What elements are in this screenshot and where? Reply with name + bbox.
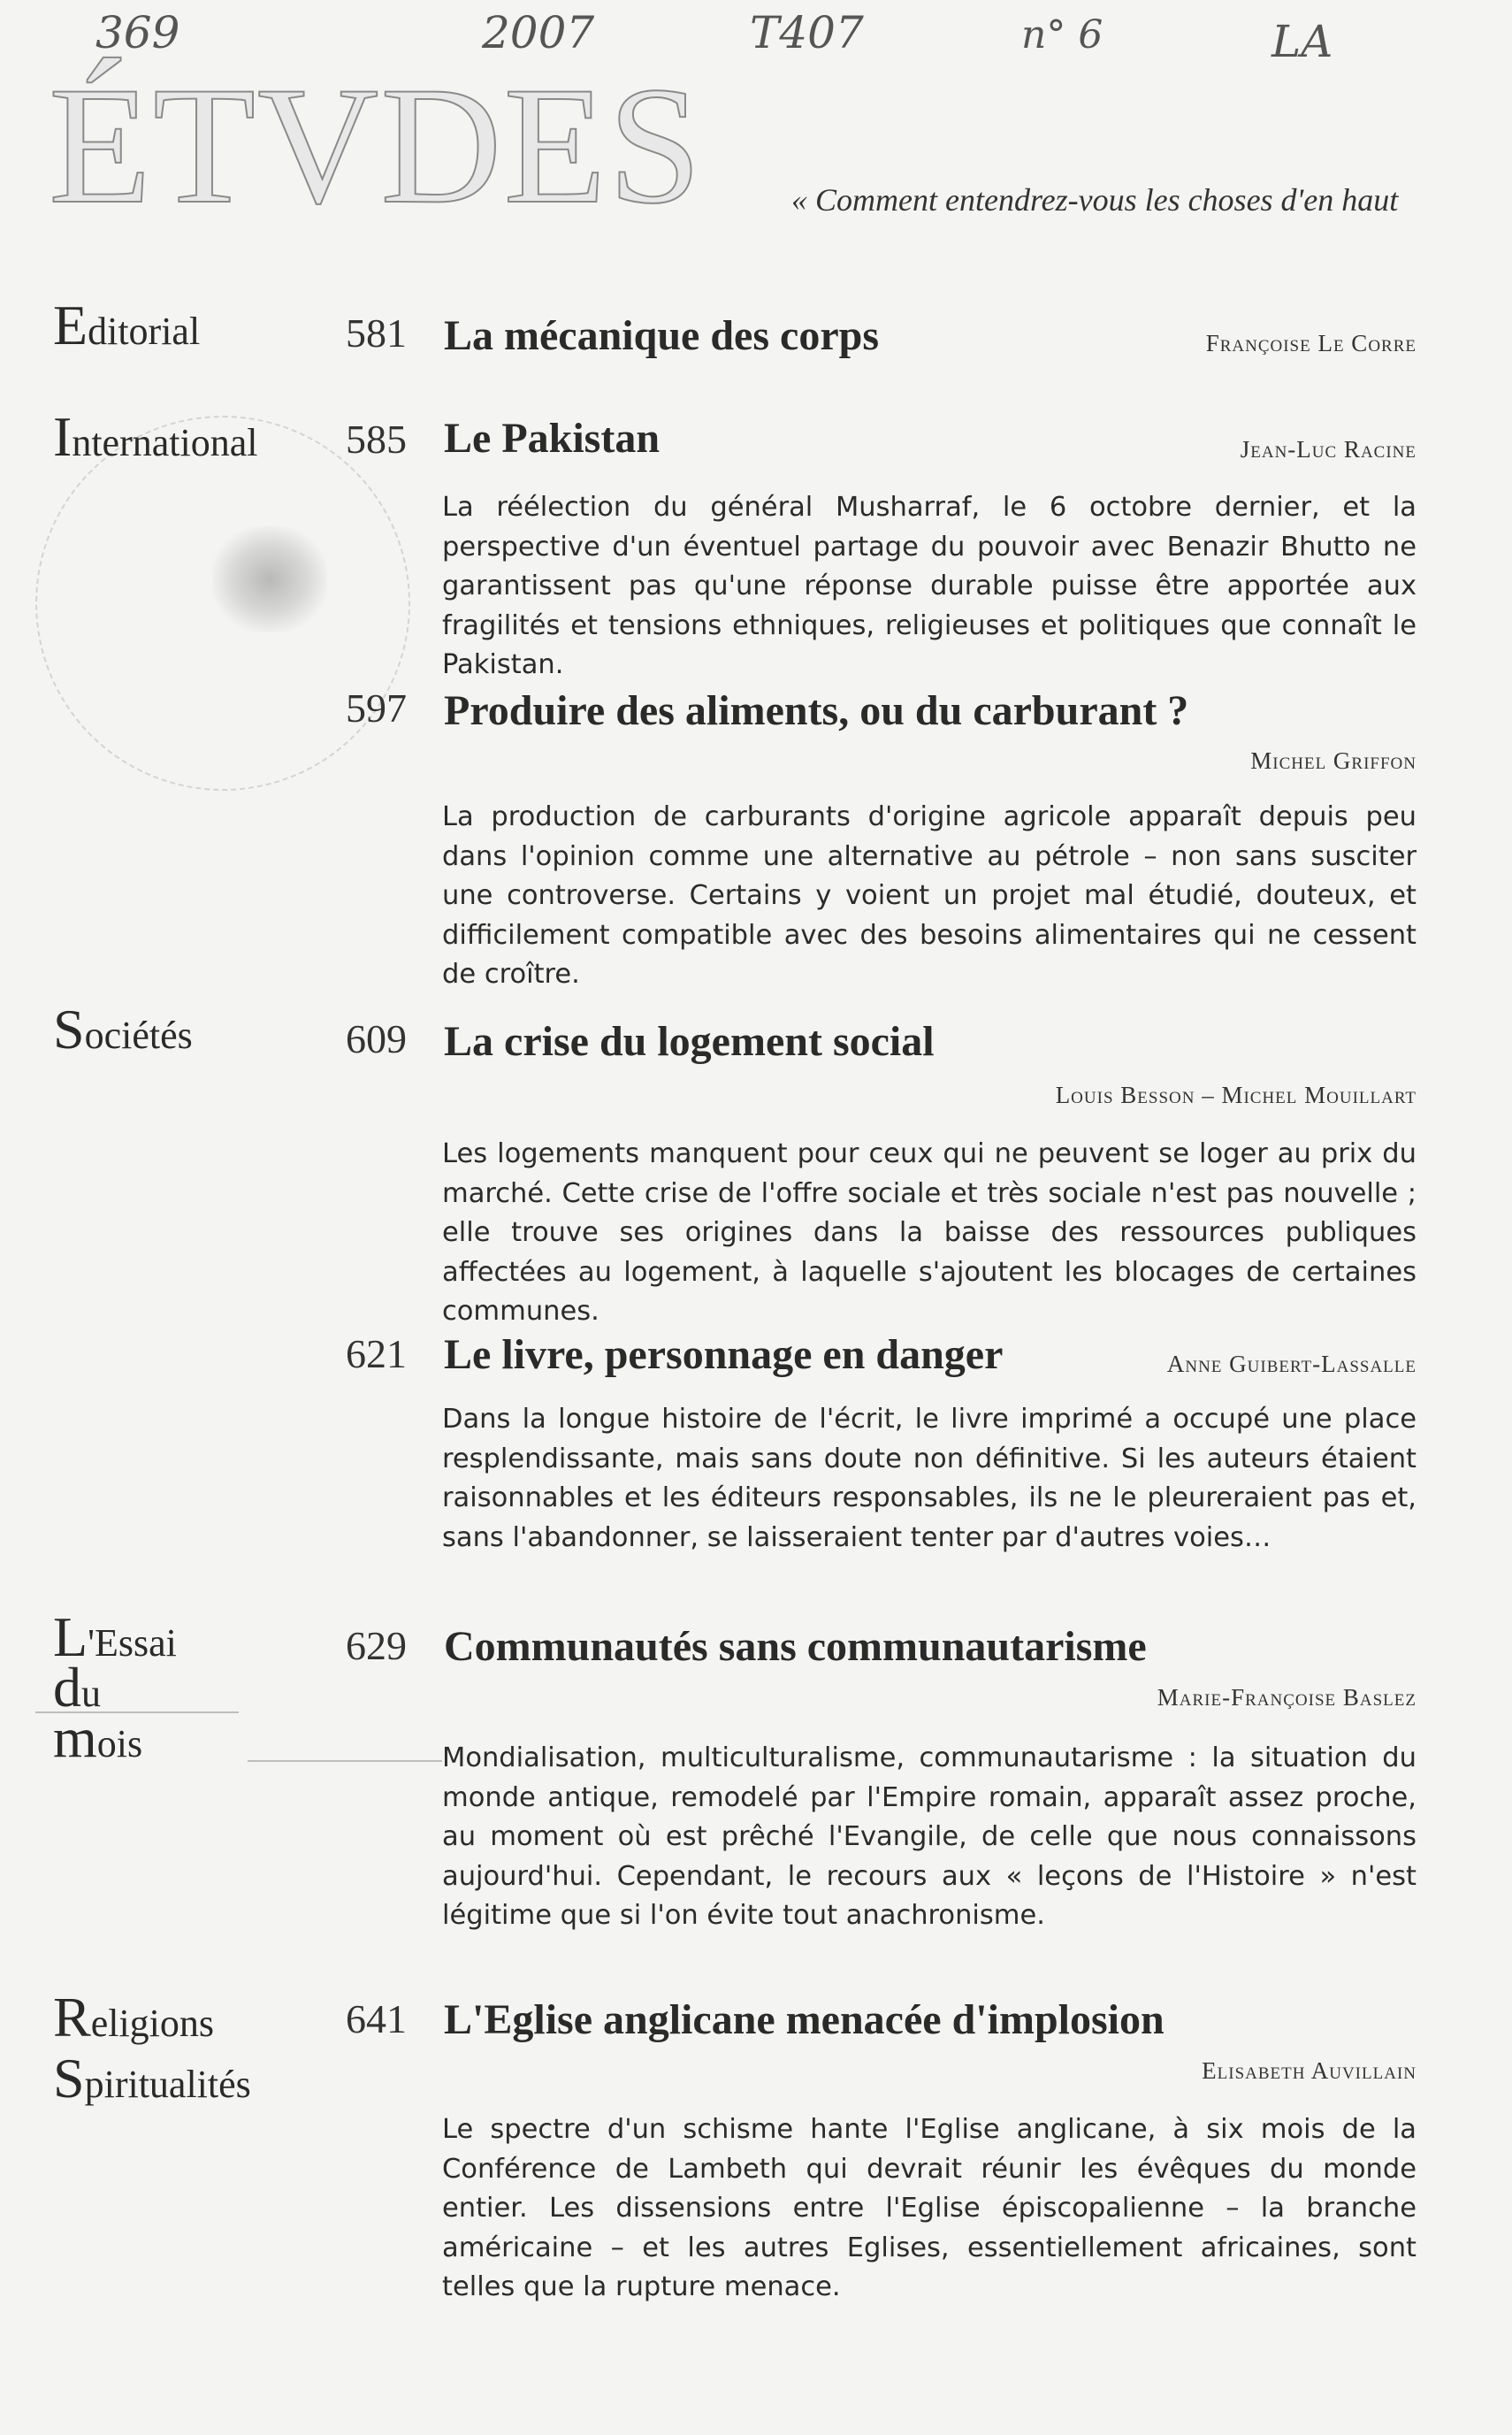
- section-label-essai-du-mois: L'Essai du mois: [53, 1605, 177, 1769]
- handwritten-initials: LA: [1271, 16, 1333, 67]
- article-author: Elisabeth Auvillain: [1202, 2057, 1417, 2084]
- page-number: 621: [346, 1331, 407, 1376]
- page-number: 581: [346, 310, 407, 356]
- handwritten-volume: T407: [750, 7, 864, 58]
- handwritten-year: 2007: [482, 7, 595, 58]
- article-summary: La réélection du général Musharraf, le 6 octobre dernier, et la perspective d'un éventuel partage du pouvoir avec Benazir Bhutto ne garantissent pas qu'une réponse durable puisse être apportée aux fragilités et tensions ethniques, religieuses et politiques que connaît le Pakistan.: [442, 492, 1417, 680]
- section-label-editorial: Editorial: [53, 294, 201, 356]
- article-title: L'Eglise anglicane menacée d'implosion: [444, 1996, 1165, 2043]
- page-number: 597: [346, 685, 407, 731]
- page-number: 629: [346, 1623, 407, 1668]
- article-summary: Le spectre d'un schisme hante l'Eglise anglicane, à six mois de la Conférence de Lambeth qui devrait réunir les évêques du monde entier. Les dissensions entre l'Eglise épiscopalienne – la branche américaine – et les autres Eglises, essentiellement africaines, sont telles que la rupture menace.: [442, 2114, 1417, 2302]
- handwritten-issue-number: n° 6: [1021, 12, 1103, 57]
- page-number: 609: [346, 1016, 407, 1061]
- article-author: Anne Guibert-Lassalle: [1166, 1351, 1417, 1377]
- article-summary: La production de carburants d'origine agricole apparaît depuis peu dans l'opinion comme une alternative au pétrole – non sans susciter une controverse. Certains y voient un projet mal étudié, douteux, et difficilement compatible avec des besoins alimentaires qui ne cessent de croître.: [442, 801, 1417, 990]
- article-title: La crise du logement social: [444, 1018, 935, 1065]
- article-title: Le livre, personnage en danger: [444, 1331, 1004, 1378]
- section-label-societes: Sociétés: [53, 998, 193, 1061]
- masthead-title: ÉTVDES: [49, 53, 704, 239]
- article-title: La mécanique des corps: [444, 312, 879, 359]
- page-number: 641: [346, 1996, 407, 2041]
- article-author: Françoise Le Corre: [1205, 330, 1417, 356]
- article-title: Le Pakistan: [444, 415, 661, 462]
- divider-rule: [248, 1760, 442, 1762]
- section-label-international: International: [53, 405, 258, 468]
- article-summary: Dans la longue histoire de l'écrit, le livre imprimé a occupé une place resplendissante, mais sans doute non définitive. Si les auteurs étaient raisonnables et les éditeurs responsables, ils ne le pleureraient pas et, sans l'abandonner, se laisseraient tenter par d'autres voies…: [442, 1404, 1417, 1553]
- masthead-motto: « Comment entendrez-vous les choses d'en haut: [791, 182, 1399, 218]
- page-number: 585: [346, 417, 407, 462]
- divider-rule: [35, 1711, 239, 1713]
- article-author: Jean-Luc Racine: [1240, 436, 1417, 463]
- article-author: Louis Besson – Michel Mouillart: [1055, 1082, 1417, 1108]
- article-author: Marie-Françoise Baslez: [1157, 1684, 1417, 1711]
- article-title: Produire des aliments, ou du carburant ?: [444, 687, 1189, 734]
- handwritten-number: 369: [95, 7, 180, 58]
- article-title: Communautés sans communautarisme: [444, 1623, 1147, 1670]
- article-summary: Mondialisation, multiculturalisme, communautarisme : la situation du monde antique, remodelé par l'Empire romain, apparaît assez proche, au moment où est prêché l'Evangile, de celle que nous connaissons aujourd'hui. Cependant, le recours aux « leçons de l'Histoire » n'est légitime que si l'on évite tout anachronisme.: [442, 1742, 1417, 1931]
- article-summary: Les logements manquent pour ceux qui ne peuvent se loger au prix du marché. Cette crise de l'offre sociale et très sociale n'est pas nouvelle ; elle trouve ses origines dans la baisse des ressources publiques affectées au logement, à laquelle s'ajoutent les blocages de certaines communes.: [442, 1138, 1417, 1327]
- article-author: Michel Griffon: [1250, 747, 1417, 774]
- stamp-smudge: [212, 526, 327, 632]
- section-label-religions-spiritualites: Religions Spiritualités: [53, 1986, 251, 2110]
